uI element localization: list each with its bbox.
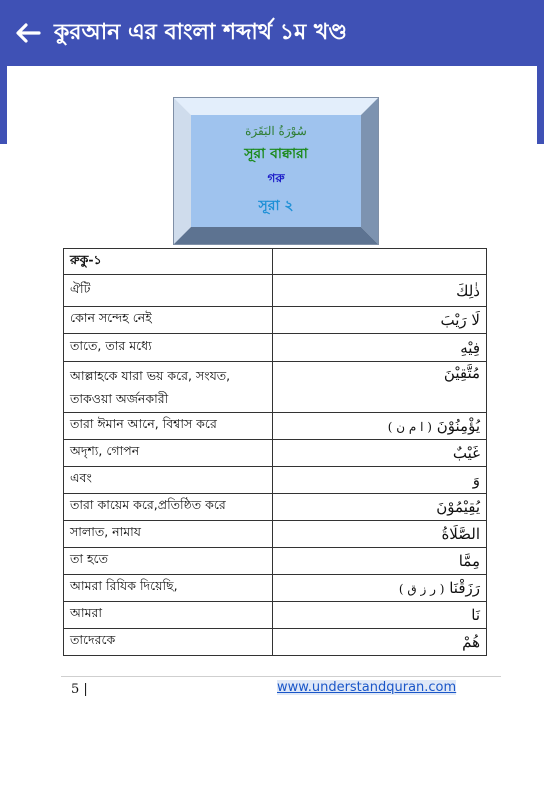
bengali-meaning: তাতে, তার মধ্যে: [64, 334, 273, 362]
app-bar: [0, 0, 544, 66]
page-edge-left: [0, 66, 7, 144]
arabic-word: لَا رَيْبَ: [273, 307, 487, 334]
arabic-word: فِيْهِ: [273, 334, 487, 362]
arabic-word: هُمْ: [273, 629, 487, 656]
page-edge-right: [537, 66, 544, 144]
arabic-word: غَيْبٌ: [273, 440, 487, 467]
book-page: [7, 66, 537, 800]
bengali-meaning: তাদেরকে: [64, 629, 273, 656]
arabic-word: ذٰلِكَ: [273, 275, 487, 307]
app-title: কুরআন এর বাংলা শব্দার্থ ১ম খণ্ড: [54, 19, 347, 45]
table-row: [64, 440, 487, 467]
bengali-meaning: অদৃশ্য, গোপন: [64, 440, 273, 467]
arabic-word: يُقِيْمُوْنَ: [273, 494, 487, 521]
table-row: [64, 275, 487, 307]
table-row: [64, 334, 487, 362]
bengali-meaning: সালাত, নামায: [64, 521, 273, 548]
arabic-word: مِمَّا: [273, 548, 487, 575]
website-link[interactable]: www.understandquran.com: [277, 680, 457, 695]
bengali-meaning: কোন সন্দেহ নেই: [64, 307, 273, 334]
surah-title-box: [173, 97, 379, 245]
table-row: [64, 362, 487, 413]
bengali-meaning: এবং: [64, 467, 273, 494]
arabic-word-with-root: [273, 413, 487, 440]
table-row: [64, 413, 487, 440]
table-row: [64, 575, 487, 602]
table-row: [64, 548, 487, 575]
bengali-meaning: তারা ঈমান আনে, বিশ্বাস করে: [64, 413, 273, 440]
table-row: [64, 629, 487, 656]
bengali-meaning: তা হতে: [64, 548, 273, 575]
arabic-word: نَا: [273, 602, 487, 629]
table-row: [64, 467, 487, 494]
table-row: [64, 494, 487, 521]
surah-name: সূরা বাক্বারা: [244, 146, 308, 162]
arabic-root: ( ا م ن ): [387, 420, 432, 434]
arabic-word: رَزَقْنَا: [449, 579, 480, 597]
table-row: [64, 521, 487, 548]
arabic-word-with-root: [273, 575, 487, 602]
surah-meaning: গরু: [267, 171, 285, 185]
table-row: [64, 602, 487, 629]
ruku-label: রুকু-১: [64, 249, 273, 275]
arabic-word: يُؤْمِنُوْنَ: [436, 417, 480, 435]
bengali-meaning: আমরা: [64, 602, 273, 629]
surah-number: সূরা ২: [258, 198, 294, 214]
arabic-root: ( ر ز ق ): [398, 582, 445, 596]
bengali-meaning: তারা কায়েম করে,প্রতিষ্ঠিত করে: [64, 494, 273, 521]
bengali-meaning: ঐটি: [64, 275, 273, 307]
bengali-meaning: আমরা রিযিক দিয়েছি,: [64, 575, 273, 602]
bengali-meaning: আল্লাহকে যারা ভয় করে, সংযত, তাকওয়া অর্জনকারী: [64, 362, 273, 413]
arabic-word: الصَّلَاةُ: [273, 521, 487, 548]
word-meaning-table: [63, 248, 487, 656]
page-number: 5 |: [71, 682, 88, 697]
back-arrow-icon: [15, 22, 41, 44]
table-row: [64, 307, 487, 334]
arabic-word-cell: [273, 249, 487, 275]
surah-arabic-name: سُوْرَةُ البَقَرَة: [245, 124, 307, 138]
arabic-word: وَ: [273, 467, 487, 494]
table-row: [64, 249, 487, 275]
footer-divider: [61, 676, 501, 677]
arabic-word: مُتَّقِيْنَ: [273, 362, 487, 413]
back-button[interactable]: [6, 11, 50, 55]
